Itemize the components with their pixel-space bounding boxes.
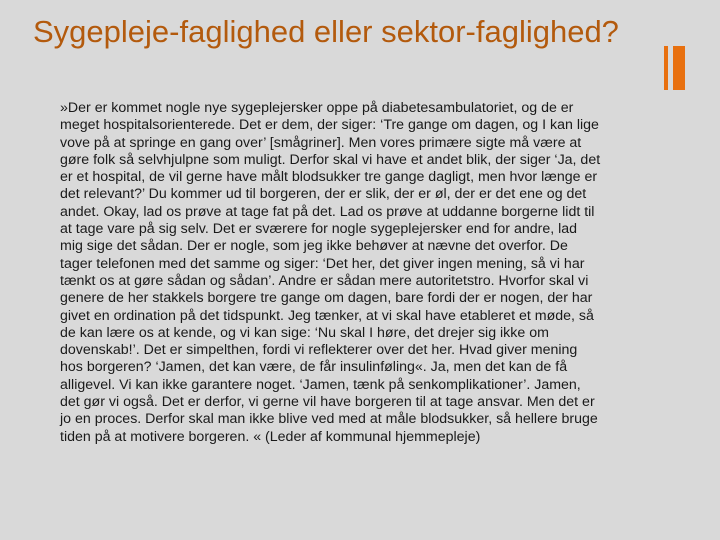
slide-title: Sygepleje-faglighed eller sektor-faglighed? [33, 14, 619, 49]
accent-bar-thick [673, 46, 685, 90]
quote-text: »Der er kommet nogle nye sygeplejersker oppe på diabetesambulatoriet, og de er meget hospitalsorienterede. Det er dem, der siger: ‘Tre gange om dagen, og I kan lige vove på at springe en gang over’ [smågriner]. Men vores primære sigte må være at gøre folk så selvhjulpne som muligt. Derfor skal vi have et andet blik, der siger ‘Ja, det er et hospital, de vil gerne have målt blodsukker tre gange dagligt, men hvor længe er det relevant?’ Du kommer ud til borgeren, der er slik, der er øl, der er det ene og det andet. Okay, lad os prøve at tage fat på det. Lad os prøve at uddanne borgerne lidt til at tage vare på sig selv. Det er sværere for nogle sygeplejersker end for andre, lad mig sige det sådan. Der er nogle, som jeg ikke behøver at nævne det overfor. De tager telefonen med det samme og siger: ‘Det her, det giver ingen mening, så vi har tænkt os at gøre sådan og sådan’. Andre er sådan mere autoritetstro. Hvorfor skal vi genere de her stakkels borgere tre gange om dagen, bare fordi der er nogen, der har givet en ordination på det tidspunkt. Jeg tænker, at vi skal have etableret et møde, så de kan lære os at kende, og vi kan sige: ‘Nu skal I høre, det drejer sig ikke om dovenskab!’. Det er simpelthen, fordi vi reflekterer over det her. Hvad giver mening hos borgeren? ‘Jamen, det kan være, de får insulinføling«. Ja, men det kan de få alligevel. Vi kan ikke garantere noget. ‘Jamen, tænk på senkomplikationer’. Jamen, det gør vi også. Det er derfor, vi gerne vil have borgeren til at tage ansvar. Men det er jo en proces. Derfor skal man ikke blive ved med at måle blodsukker, så hellere bruge tiden på at motivere borgeren. « (Leder af kommunal hjemmepleje) [60, 100, 601, 445]
accent-bar-thin [664, 46, 668, 90]
